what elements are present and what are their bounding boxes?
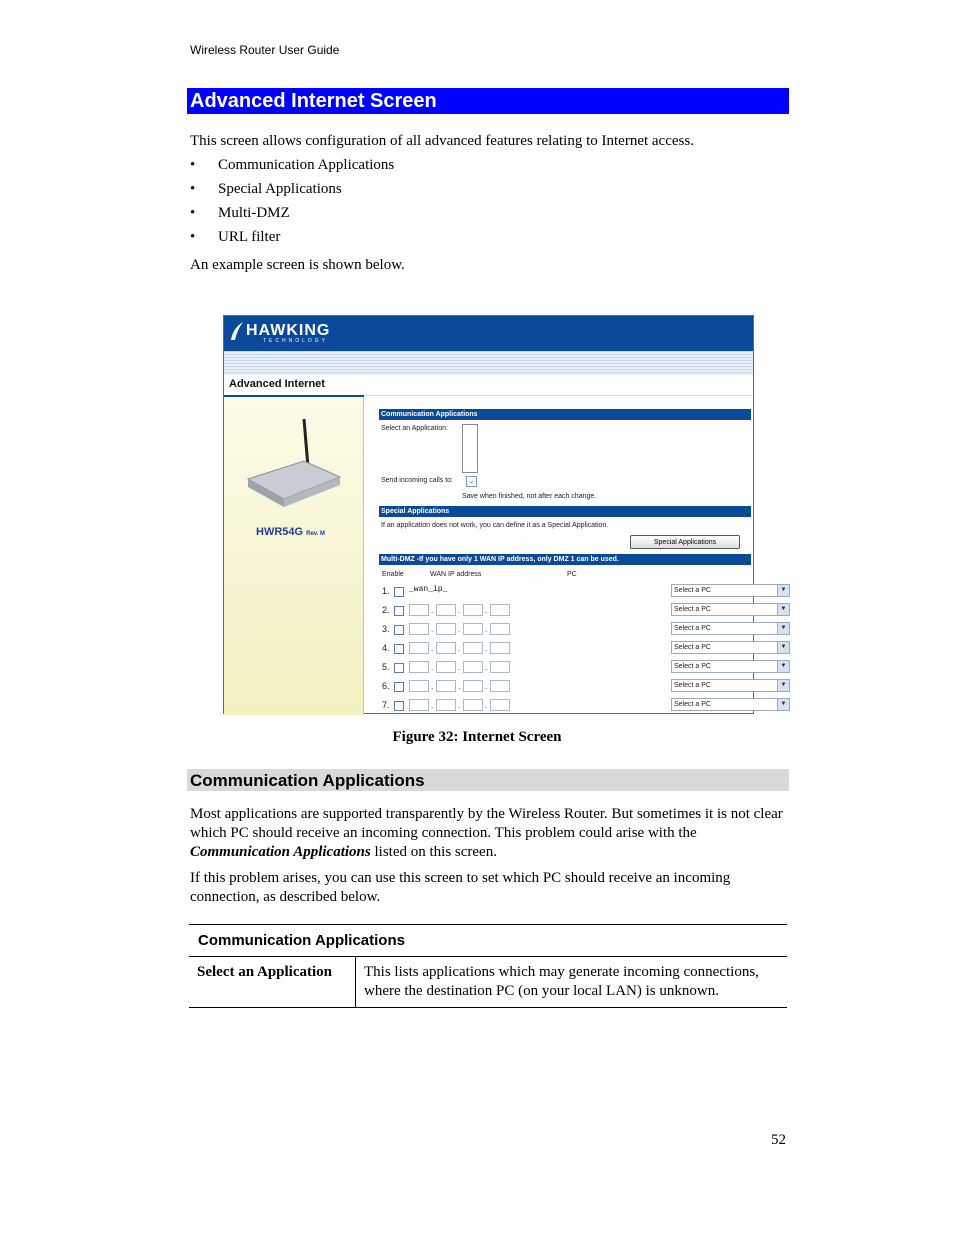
enable-checkbox[interactable] [394,625,404,635]
pc-select[interactable] [671,603,790,616]
brand-logo [246,322,330,344]
dot-separator: . [431,625,434,634]
col-pc: PC [567,571,577,578]
settings-table [189,924,787,1008]
bullet-icon: • [190,181,196,197]
wan-ip-octet[interactable] [436,699,456,711]
chevron-down-icon: ▼ [777,680,789,691]
paragraph-1 [190,805,788,862]
dmz-section-bar: Multi-DMZ -If you have only 1 WAN IP address, only DMZ 1 can be used. [379,554,751,565]
save-note: Save when finished, not after each change. [462,493,597,500]
row-number: 3. [382,624,390,634]
col-enable: Enable [382,571,404,578]
router-screenshot [223,315,787,714]
wan-ip-octet[interactable] [463,699,483,711]
pc-select[interactable] [671,584,790,597]
pc-select[interactable] [671,641,790,654]
dmz-row [382,660,787,674]
dot-separator: . [431,682,434,691]
dmz-row [382,641,787,655]
table-value: This lists applications which may generate incoming connections, where the destination PC (on your local LAN) is unknown. [356,957,788,1008]
special-desc: If an application does not work, you can define it as a Special Application. [381,522,609,529]
dot-separator: . [458,701,461,710]
wan-ip-octet[interactable] [463,642,483,654]
table-header: Communication Applications [189,925,787,957]
pc-select-text: Select a PC [674,587,711,594]
row-number: 7. [382,700,390,710]
pc-select[interactable] [671,660,790,673]
pc-select[interactable] [671,622,790,635]
wan-ip-octet[interactable] [409,623,429,635]
example-text: An example screen is shown below. [190,257,405,273]
enable-checkbox[interactable] [394,606,404,616]
enable-checkbox[interactable] [394,663,404,673]
dmz-row [382,584,787,598]
wan-ip-octet[interactable] [463,661,483,673]
screenshot-page-title: Advanced Internet [229,378,325,390]
chevron-down-icon: ▼ [777,699,789,710]
enable-checkbox[interactable] [394,682,404,692]
wan-ip-octet[interactable] [490,604,510,616]
chevron-down-icon: ▼ [777,661,789,672]
row-number: 1. [382,586,390,596]
pc-select-text: Select a PC [674,606,711,613]
enable-checkbox[interactable] [394,701,404,711]
left-panel [224,397,364,715]
dot-separator: . [431,644,434,653]
special-applications-button[interactable]: Special Applications [630,535,740,549]
wan-ip-octet[interactable] [409,680,429,692]
wan-ip-octet[interactable] [409,661,429,673]
dot-separator: . [431,663,434,672]
chevron-down-icon: ▼ [777,604,789,615]
wan-ip-octet[interactable] [463,604,483,616]
dot-separator: . [485,701,488,710]
select-app-label: Select an Application: [381,425,448,432]
bullet-icon: • [190,157,196,173]
pc-select-text: Select a PC [674,701,711,708]
wan-ip-octet[interactable] [463,623,483,635]
paragraph-2: If this problem arises, you can use this screen to set which PC should receive an incoming connection, as described below. [190,870,731,905]
bullet-text: Multi-DMZ [218,205,290,221]
dot-separator: . [485,644,488,653]
dot-separator: . [458,663,461,672]
dmz-row [382,622,787,636]
screenshot-header [224,316,753,351]
page-title: Advanced Internet Screen [187,88,789,114]
table-key: Select an Application [189,957,356,1008]
dot-separator: . [458,625,461,634]
wan-ip-octet[interactable] [436,623,456,635]
application-listbox[interactable] [462,424,478,473]
router-model-name: HWR54G [256,526,304,538]
wan-ip-octet[interactable] [490,642,510,654]
wan-ip-value: _wan_ip_ [409,585,448,594]
send-calls-dropdown[interactable]: ⌄ [466,476,477,487]
special-section-bar: Special Applications [379,506,751,517]
running-header: Wireless Router User Guide [190,43,340,57]
row-number: 5. [382,662,390,672]
router-image-icon [244,417,344,512]
bullet-text: URL filter [218,229,281,245]
wan-ip-octet[interactable] [436,661,456,673]
pc-select[interactable] [671,679,790,692]
row-number: 4. [382,643,390,653]
wan-ip-octet[interactable] [436,604,456,616]
pc-select-text: Select a PC [674,682,711,689]
dmz-row [382,679,787,693]
row-number: 2. [382,605,390,615]
table-header-row [189,925,787,957]
wan-ip-octet[interactable] [490,623,510,635]
pc-select-text: Select a PC [674,663,711,670]
brand-sub: TECHNOLOGY [263,338,329,344]
dot-separator: . [458,644,461,653]
hawk-logo-icon [229,320,245,342]
pc-select-text: Select a PC [674,644,711,651]
wan-ip-octet[interactable] [463,680,483,692]
dot-separator: . [458,682,461,691]
dot-separator: . [485,663,488,672]
send-calls-label: Send incoming calls to: [381,477,453,484]
chevron-down-icon: ▼ [777,585,789,596]
dot-separator: . [431,701,434,710]
paragraph-1-text-end: listed on this screen. [370,844,497,860]
wan-ip-octet[interactable] [409,604,429,616]
pc-select[interactable] [671,698,790,711]
wan-ip-octet[interactable] [490,680,510,692]
paragraph-1-emphasis: Communication Applications [190,844,371,860]
brand-name: HAWKING [246,322,331,339]
paragraph-1-text: Most applications are supported transparently by the Wireless Router. But sometimes it is not clear which PC should receive an incoming connection. This problem could arise with the [190,806,783,841]
bullet-text: Special Applications [218,181,342,197]
wan-ip-octet[interactable] [490,699,510,711]
bullet-icon: • [190,205,196,221]
dot-separator: . [431,606,434,615]
router-rev: Rev. M [306,531,326,537]
dmz-row [382,698,787,712]
dmz-row [382,603,787,617]
screenshot-page-heading [224,375,753,396]
bullet-icon: • [190,229,196,245]
table-row [189,957,787,1008]
wan-ip-octet[interactable] [436,680,456,692]
intro-paragraph: This screen allows configuration of all advanced features relating to Internet access. [190,133,694,149]
dot-separator: . [485,682,488,691]
chevron-down-icon: ▼ [777,642,789,653]
figure-caption: Figure 32: Internet Screen [392,729,562,745]
chevron-down-icon: ▼ [777,623,789,634]
section-heading: Communication Applications [187,769,789,791]
wan-ip-octet[interactable] [409,699,429,711]
wan-ip-octet[interactable] [409,642,429,654]
comm-section-bar: Communication Applications [379,409,751,420]
bullet-text: Communication Applications [218,157,395,173]
dot-separator: . [485,606,488,615]
wan-ip-octet[interactable] [490,661,510,673]
dot-separator: . [458,606,461,615]
enable-checkbox[interactable] [394,644,404,654]
col-wan-ip: WAN IP address [430,571,482,578]
row-number: 6. [382,681,390,691]
router-model [256,526,325,538]
pc-select-text: Select a PC [674,625,711,632]
page-number: 52 [771,1132,786,1148]
wan-ip-octet[interactable] [436,642,456,654]
enable-checkbox[interactable] [394,587,404,597]
header-stripe [224,351,753,375]
dot-separator: . [485,625,488,634]
